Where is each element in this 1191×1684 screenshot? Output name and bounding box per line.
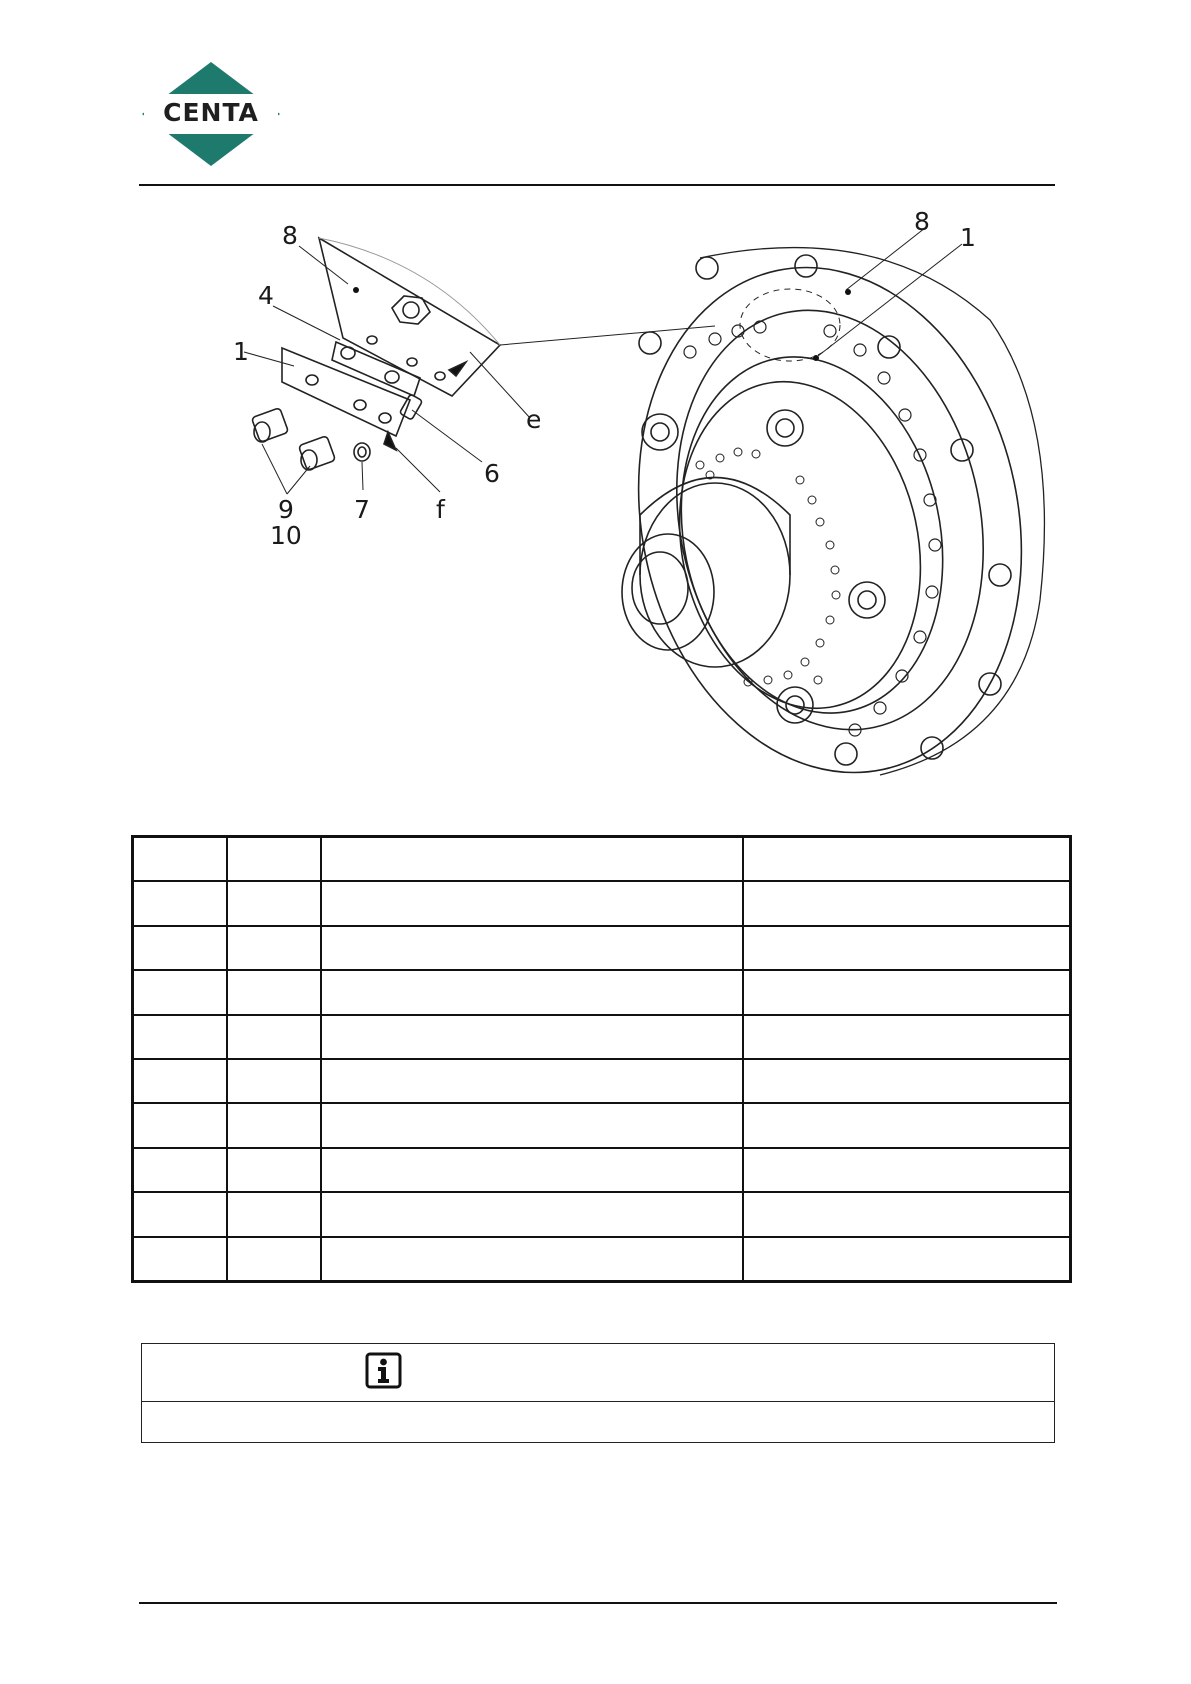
leader-line [412,410,482,462]
hub-bolt-center [858,591,876,609]
table-cell [321,1059,743,1103]
table-cell [321,1237,743,1282]
table-cell [321,1192,743,1236]
table-cell [227,837,321,882]
detail-label-7: 7 [354,495,370,524]
table-row [133,837,1071,882]
detail-clamp-hole [379,413,391,423]
table-cell [133,1015,227,1059]
table-cell [743,926,1071,970]
table-cell [743,1059,1071,1103]
technical-drawing [0,200,1191,800]
table-row [133,1059,1071,1103]
detail-dot [353,287,359,293]
table-cell [133,1192,227,1236]
leader-line [846,228,925,290]
flange-outer [593,231,1067,800]
hub-body [640,478,790,576]
detail-spacer-hole [385,371,399,383]
table-cell [227,1059,321,1103]
table-row [133,1148,1071,1192]
hub-bolt [642,414,678,450]
detail-spacer-hole [341,347,355,359]
table-row [133,1015,1071,1059]
table-cell [743,1237,1071,1282]
leader-line [396,448,440,492]
hub-outer [640,483,790,667]
info-icon [365,1352,402,1389]
table-row [133,881,1071,925]
table-cell [743,1015,1071,1059]
table-cell [321,837,743,882]
table-row [133,1192,1071,1236]
table-cell [227,926,321,970]
table-cell [227,1192,321,1236]
info-box-header [142,1344,1054,1402]
table-cell [321,1103,743,1147]
leader-line [470,352,530,418]
leader-line [362,462,363,490]
parts-table [131,835,1072,1283]
table-cell [743,970,1071,1014]
centa-logo [140,60,282,168]
leader-line [818,244,962,356]
flange-small-screws [684,321,941,736]
footer-rule [139,1602,1057,1604]
main-label-8: 8 [914,207,930,236]
detail-label-e: e [526,405,542,434]
table-cell [227,1148,321,1192]
detail-label-10: 10 [270,521,302,550]
main-dot [845,289,851,295]
flange-hex-bolts [639,255,1011,765]
table-cell [133,926,227,970]
table-row [133,970,1071,1014]
table-row [133,926,1071,970]
hub-bolt [767,410,803,446]
detail-clamp-hole [354,400,366,410]
hub-bolt-center [776,419,794,437]
detail-washer [354,443,370,461]
header-rule [139,184,1055,186]
detail-label-4: 4 [258,281,274,310]
detail-plate-hole [367,336,377,344]
table-cell [227,1015,321,1059]
table-cell [321,970,743,1014]
table-cell [227,970,321,1014]
table-cell [133,1059,227,1103]
leader-line [244,352,294,366]
table-cell [133,1148,227,1192]
table-cell [133,1103,227,1147]
main-dot [813,355,819,361]
leader-line [262,444,287,494]
rubber-element-ring [649,332,974,737]
table-cell [743,837,1071,882]
table-cell [743,881,1071,925]
table-cell [743,1192,1071,1236]
hub-bolt-center [651,423,669,441]
detail-sector-plate [319,238,500,396]
table-cell [321,1015,743,1059]
main-label-1: 1 [960,223,976,252]
detail-washer-bore [358,447,366,457]
table-cell [743,1148,1071,1192]
table-cell [133,970,227,1014]
table-cell [227,881,321,925]
info-box [141,1343,1055,1443]
detail-marker-e [449,362,466,376]
table-cell [321,926,743,970]
detail-spacer-plate [332,342,420,396]
detail-segment-clamp [282,348,410,436]
detail-clamp-hole [306,375,318,385]
detail-label-f: f [436,495,445,524]
detail-plate-hole [435,372,445,380]
table-cell [133,1237,227,1282]
table-cell [133,837,227,882]
table-cell [133,881,227,925]
table-cell [743,1103,1071,1147]
leader-line [273,306,340,340]
detail-label-9: 9 [278,495,294,524]
table-cell [227,1237,321,1282]
detail-plate-hole [407,358,417,366]
shaft-end [622,534,714,650]
detail-label-1: 1 [233,337,249,366]
detail-label-8: 8 [282,221,298,250]
detail-label-6: 6 [484,459,500,488]
table-row [133,1237,1071,1282]
leader-line [287,466,310,494]
table-cell [321,881,743,925]
table-cell [227,1103,321,1147]
table-cell [321,1148,743,1192]
coupling-drawing-svg [0,200,1191,800]
table-row [133,1103,1071,1147]
parts-table-body [133,837,1071,1282]
logo-text: CENTA [163,98,259,127]
hub-bolt [849,582,885,618]
detail-hex-bolt-face [403,302,419,318]
